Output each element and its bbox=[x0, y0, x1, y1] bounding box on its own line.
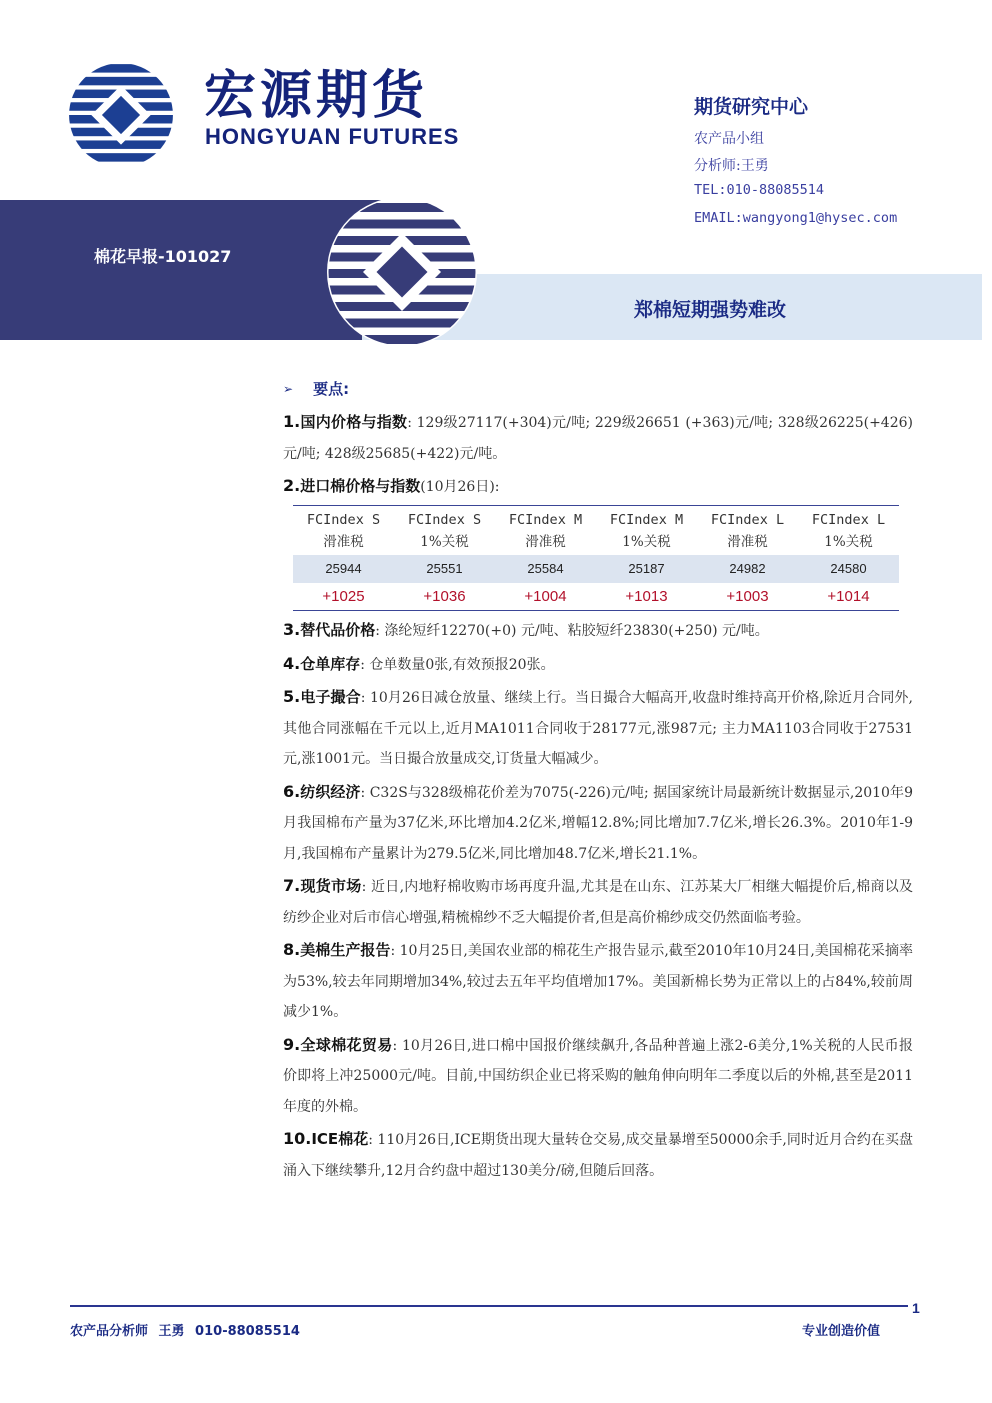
report-headline: 郑棉短期强势难改 bbox=[634, 299, 787, 321]
change-cell: +1036 bbox=[423, 587, 466, 605]
point-3: 3.替代品价格: 涤纶短纤12270(+0) 元/吨、粘胶短纤23830(+250) 元/吨。 bbox=[283, 620, 769, 639]
point-7: 7.现货市场: 近日,内地籽棉收购市场再度升温,尤其是在山东、江苏某大厂相继大幅提价后,棉商以及纺纱企业对后市信心增强,精梳棉纱不乏大幅提价者,但是高价棉纱成交仍然面临考验。 bbox=[283, 876, 913, 926]
import-cotton-index-table bbox=[293, 505, 899, 612]
price-cell: 25551 bbox=[394, 555, 495, 583]
table-header-cell: FCIndex S 1%关税 bbox=[407, 511, 482, 550]
tel-line: TEL:010-88085514 bbox=[694, 182, 825, 198]
footer-slogan: 专业创造价值 bbox=[802, 1324, 881, 1339]
point-6: 6.纺织经济: C32S与328级棉花价差为7075(-226)元/吨; 据国家统计局最新统计数据显示,2010年9月我国棉布产量为37亿米,环比增加4.2亿米,增幅12.8%;同比增加7.7亿米,增长26.3%。2010年1-9月,我国棉布产量累计为279.5亿米,同比增加48.7亿米,增长21.1%。 bbox=[283, 781, 913, 862]
point-8: 8.美棉生产报告: 10月25日,美国农业部的棉花生产报告显示,截至2010年10月24日,美国棉花采摘率为53%,较去年同期增加34%,较过去五年平均值增加17%。美国新棉长势为正常以上的占84%,较前周减少1%。 bbox=[283, 940, 913, 1020]
point-5: 5.电子撮合: 10月26日减仓放量、继续上行。当日撮合大幅高开,收盘时维持高开价格,除近月合同外,其他合同涨幅在千元以上,近月MA1011合同收于28177元,涨987元; 主力MA1103合同收于27531元,涨1001元。当日撮合放量成交,订货量大幅减少。 bbox=[283, 687, 913, 767]
arrow-bullet-icon: ➢ bbox=[283, 381, 294, 396]
analyst-name: 分析师:王勇 bbox=[694, 158, 769, 174]
table-header-cell: FCIndex L 1%关税 bbox=[811, 511, 886, 550]
point-2: 2.进口棉价格与指数(10月26日): bbox=[283, 476, 500, 495]
banner-logo-icon bbox=[327, 197, 477, 347]
price-cell: 24982 bbox=[697, 555, 798, 583]
point-4: 4.仓单库存: 仓单数量0张,有效预报20张。 bbox=[283, 653, 555, 673]
key-points-title: 要点: bbox=[313, 380, 350, 398]
table-row-prices bbox=[293, 555, 899, 583]
change-cell: +1003 bbox=[726, 587, 769, 605]
report-id: 棉花早报-101027 bbox=[94, 247, 232, 266]
footer-divider bbox=[70, 1305, 908, 1307]
point-10: 10.ICE棉花: 110月26日,ICE期货出现大量转仓交易,成交量暴增至50000余手,同时近月合约在买盘涌入下继续攀升,12月合约盘中超过130美分/磅,但随后回落。 bbox=[283, 1129, 913, 1179]
table-header-cell: FCIndex S 滑准税 bbox=[306, 511, 381, 550]
group-name: 农产品小组 bbox=[694, 131, 764, 147]
report-body bbox=[283, 378, 913, 1188]
table-header-cell: FCIndex L 滑准税 bbox=[710, 511, 785, 550]
key-points-heading bbox=[283, 378, 913, 399]
point-9: 9.全球棉花贸易: 10月26日,进口棉中国报价继续飙升,各品种普遍上涨2-6美分,1%关税的人民币报价即将上冲25000元/吨。目前,中国纺织企业已将采购的触角伸向明年二季度以后的外棉,甚至是2011年度的外棉。 bbox=[283, 1034, 913, 1115]
footer-analyst-info: 农产品分析师 王勇 010-88085514 bbox=[70, 1324, 300, 1339]
table-header-cell: FCIndex M 1%关税 bbox=[609, 511, 684, 550]
hongyuan-logo-icon bbox=[68, 62, 174, 168]
brand-name-cn: 宏源期货 bbox=[204, 66, 429, 126]
point-1: 1.国内价格与指数: 129级27117(+304)元/吨; 229级26651 (+363)元/吨; 328级26225(+426)元/吨; 428级25685(+422)元/吨。 bbox=[283, 412, 913, 462]
table-header-row bbox=[293, 505, 899, 555]
brand-name-en: HONGYUAN FUTURES bbox=[205, 124, 460, 149]
price-cell: 24580 bbox=[798, 555, 899, 583]
change-cell: +1025 bbox=[322, 587, 365, 605]
table-row-changes bbox=[293, 583, 899, 611]
price-cell: 25584 bbox=[495, 555, 596, 583]
table-header-cell: FCIndex M 滑准税 bbox=[508, 511, 583, 550]
price-cell: 25944 bbox=[293, 555, 394, 583]
change-cell: +1004 bbox=[524, 587, 567, 605]
banner-dark-band bbox=[0, 200, 362, 340]
change-cell: +1013 bbox=[625, 587, 668, 605]
price-cell: 25187 bbox=[596, 555, 697, 583]
change-cell: +1014 bbox=[827, 587, 870, 605]
research-center-title: 期货研究中心 bbox=[694, 96, 809, 118]
email-line: EMAIL:wangyong1@hysec.com bbox=[694, 210, 898, 226]
page-number: 1 bbox=[912, 1300, 920, 1316]
